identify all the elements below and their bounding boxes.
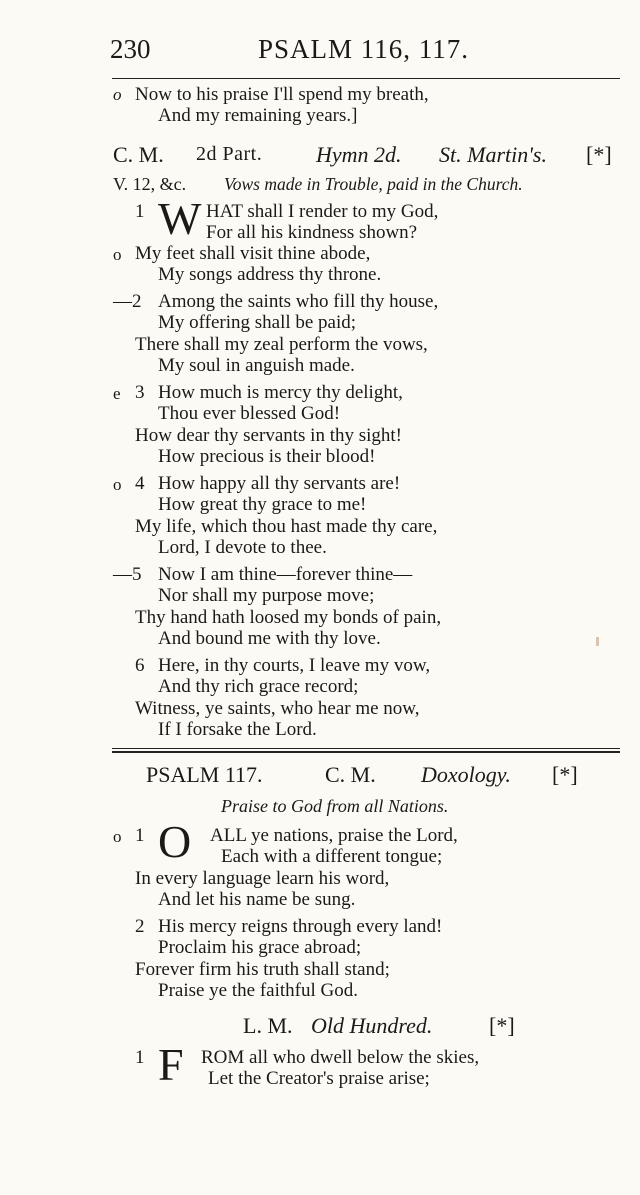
meter-label: C. M.	[113, 142, 164, 167]
meter-label: C. M.	[325, 762, 376, 787]
verse-line: How precious is their blood!	[158, 446, 376, 467]
running-title: PSALM 116, 117.	[258, 34, 470, 64]
verse-line: Let the Creator's praise arise;	[208, 1068, 430, 1089]
part-label: 2d Part.	[196, 143, 263, 165]
verse-line: Nor shall my purpose move;	[158, 585, 375, 606]
hymn-label: Hymn 2d.	[316, 142, 402, 167]
stanza-number: 1	[135, 1047, 145, 1068]
verse-line: And thy rich grace record;	[158, 676, 359, 697]
verse-line: There shall my zeal perform the vows,	[135, 334, 428, 355]
stanza-number: 3	[135, 382, 145, 403]
stanza-number: 4	[135, 473, 145, 494]
verse-line: Witness, ye saints, who hear me now,	[135, 698, 420, 719]
stanza-mark: o	[113, 475, 122, 494]
verse-line: Forever firm his truth shall stand;	[135, 959, 390, 980]
verse-line: Among the saints who fill thy house,	[158, 291, 439, 312]
verse-line: His mercy reigns through every land!	[158, 916, 443, 937]
verse-line: Lord, I devote to thee.	[158, 537, 327, 558]
stanza-mark: —2	[113, 291, 142, 312]
verse-line: Here, in thy courts, I leave my vow,	[158, 655, 431, 676]
verse-line: In every language learn his word,	[135, 868, 390, 889]
verse-line: Now I am thine—forever thine—	[158, 564, 413, 585]
verse-line: How happy all thy servants are!	[158, 473, 401, 494]
stanza-number: 2	[135, 916, 145, 937]
verse-line: And let his name be sung.	[158, 889, 356, 910]
drop-capital: W	[158, 193, 202, 244]
paper-stain	[596, 637, 599, 646]
verse-line: How dear thy servants in thy sight!	[135, 425, 403, 446]
verse-line: Thou ever blessed God!	[158, 403, 341, 424]
verse-line: And bound me with thy love.	[158, 628, 381, 649]
verse-line: Thy hand hath loosed my bonds of pain,	[135, 607, 442, 628]
verse-line: My soul in anguish made.	[158, 355, 355, 376]
drop-capital: F	[158, 1039, 184, 1090]
section-divider	[112, 751, 620, 753]
verse-line: My offering shall be paid;	[158, 312, 357, 333]
verse-line: My life, which thou hast made thy care,	[135, 516, 438, 537]
stanza-number: 1	[135, 825, 145, 846]
drop-capital: O	[158, 816, 192, 867]
stanza-mark: —5	[113, 564, 142, 585]
verse-line: My feet shall visit thine abode,	[135, 243, 371, 264]
verse-reference: V. 12, &c.	[113, 174, 187, 194]
verse-line: HAT shall I render to my God,	[206, 201, 439, 222]
stanza-mark: o	[113, 827, 122, 846]
tune-name: Old Hundred.	[311, 1013, 433, 1038]
hymn-subtitle: Vows made in Trouble, paid in the Church.	[224, 174, 523, 194]
page-number: 230	[110, 34, 151, 64]
psalm-subtitle: Praise to God from all Nations.	[221, 796, 449, 816]
tune-name: Doxology.	[421, 762, 511, 787]
bracket-mark: [*]	[489, 1013, 515, 1038]
stanza-mark: e	[113, 384, 121, 403]
stanza-mark: o	[113, 85, 122, 104]
header-rule	[112, 78, 620, 79]
bracket-mark: [*]	[586, 142, 612, 167]
section-divider	[112, 748, 620, 749]
tune-name: St. Martin's.	[439, 142, 547, 167]
verse-line: And my remaining years.]	[158, 105, 358, 126]
verse-line: My songs address thy throne.	[158, 264, 382, 285]
verse-line: If I forsake the Lord.	[158, 719, 317, 740]
stanza-number: 1	[135, 201, 145, 222]
verse-line: Each with a different tongue;	[221, 846, 443, 867]
meter-label: L. M.	[243, 1013, 293, 1038]
verse-line: Praise ye the faithful God.	[158, 980, 358, 1001]
verse-line: Proclaim his grace abroad;	[158, 937, 362, 958]
stanza-number: 6	[135, 655, 145, 676]
bracket-mark: [*]	[552, 762, 578, 787]
verse-line: How great thy grace to me!	[158, 494, 367, 515]
psalm-title: PSALM 117.	[146, 762, 263, 787]
verse-line: How much is mercy thy delight,	[158, 382, 403, 403]
verse-line: ROM all who dwell below the skies,	[201, 1047, 480, 1068]
verse-line: ALL ye nations, praise the Lord,	[210, 825, 458, 846]
verse-line: For all his kindness shown?	[206, 222, 418, 243]
verse-line: Now to his praise I'll spend my breath,	[135, 84, 429, 105]
stanza-mark: o	[113, 245, 122, 264]
